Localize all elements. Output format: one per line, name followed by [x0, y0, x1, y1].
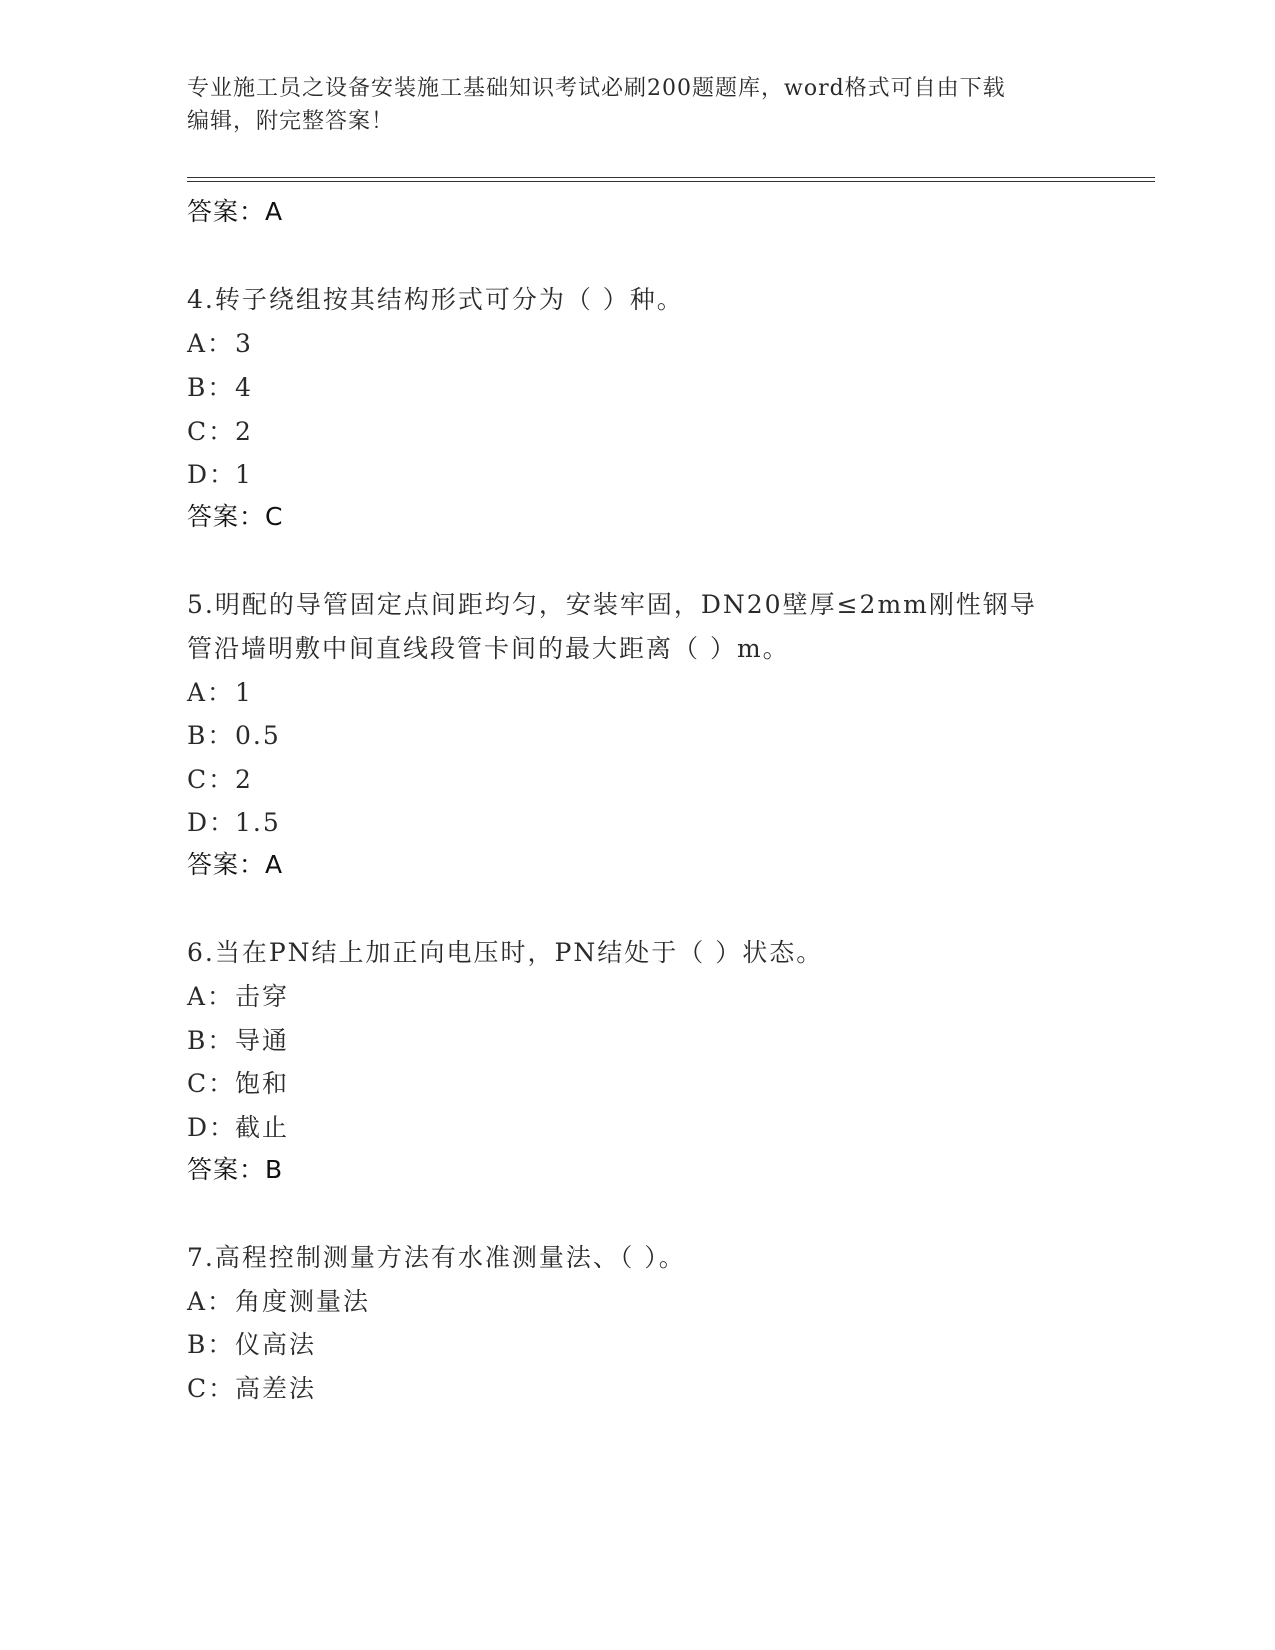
question-7-option-a	[187, 1282, 370, 1318]
question-6-option-c	[187, 1064, 289, 1100]
option-text: 高差法	[235, 1374, 317, 1403]
question-4-option-d	[187, 455, 253, 491]
option-key: C：	[187, 417, 236, 446]
option-text: 饱和	[235, 1069, 290, 1098]
option-text: 仪高法	[235, 1330, 317, 1359]
option-text: 2	[235, 417, 253, 446]
question-6-option-b	[187, 1021, 289, 1057]
option-key: B：	[187, 373, 235, 402]
option-key: B：	[187, 1026, 235, 1055]
option-text: 3	[235, 329, 253, 358]
option-key: D：	[187, 1113, 237, 1142]
option-text: 导通	[235, 1026, 290, 1055]
question-5-option-a	[187, 673, 253, 709]
header-divider	[187, 177, 1155, 182]
option-key: B：	[187, 721, 235, 750]
question-5-stem-line-2: 管沿墙明敷中间直线段管卡间的最大距离（ ）m。	[187, 634, 790, 663]
question-7-option-b	[187, 1325, 316, 1361]
option-text: 2	[235, 765, 253, 794]
option-text: 角度测量法	[235, 1287, 371, 1316]
option-key: C：	[187, 1374, 236, 1403]
option-text: 1	[235, 678, 253, 707]
question-6-stem: 6.当在PN结上加正向电压时，PN结处于（ ）状态。	[187, 938, 824, 967]
question-4-option-b	[187, 368, 253, 404]
option-text: 截止	[235, 1113, 290, 1142]
option-text: 击穿	[235, 982, 290, 1011]
question-4-answer: 答案：C	[187, 502, 284, 531]
header-line-2: 编辑，附完整答案！	[187, 109, 395, 134]
document-header	[187, 72, 1087, 138]
option-key: A：	[187, 678, 235, 707]
question-5-option-d	[187, 803, 281, 839]
option-text: 1	[235, 460, 253, 489]
option-key: D：	[187, 460, 237, 489]
option-key: C：	[187, 765, 236, 794]
answer-label: 答案：A	[187, 197, 284, 226]
option-key: A：	[187, 1287, 235, 1316]
question-4-option-c	[187, 412, 253, 448]
question-5-option-c	[187, 760, 253, 796]
question-5-stem-line-1: 5.明配的导管固定点间距均匀，安装牢固，DN20壁厚≤2mm刚性钢导	[187, 590, 1037, 619]
option-text: 1.5	[235, 808, 281, 837]
question-5-answer: 答案：A	[187, 850, 284, 879]
option-key: B：	[187, 1330, 235, 1359]
option-text: 4	[235, 373, 253, 402]
option-key: A：	[187, 329, 235, 358]
question-7-stem: 7.高程控制测量方法有水准测量法、（ ）。	[187, 1243, 686, 1272]
header-line-1: 专业施工员之设备安装施工基础知识考试必刷200题题库，word格式可自由下载	[187, 76, 1006, 101]
option-key: A：	[187, 982, 235, 1011]
question-4-option-a	[187, 324, 253, 360]
option-key: D：	[187, 808, 237, 837]
question-6-answer: 答案：B	[187, 1155, 284, 1184]
option-text: 0.5	[235, 721, 281, 750]
question-4-stem: 4.转子绕组按其结构形式可分为（ ）种。	[187, 285, 684, 314]
question-6-option-d	[187, 1108, 289, 1144]
question-6-option-a	[187, 977, 289, 1013]
question-7-option-c	[187, 1369, 316, 1405]
question-5-option-b	[187, 716, 281, 752]
option-key: C：	[187, 1069, 236, 1098]
